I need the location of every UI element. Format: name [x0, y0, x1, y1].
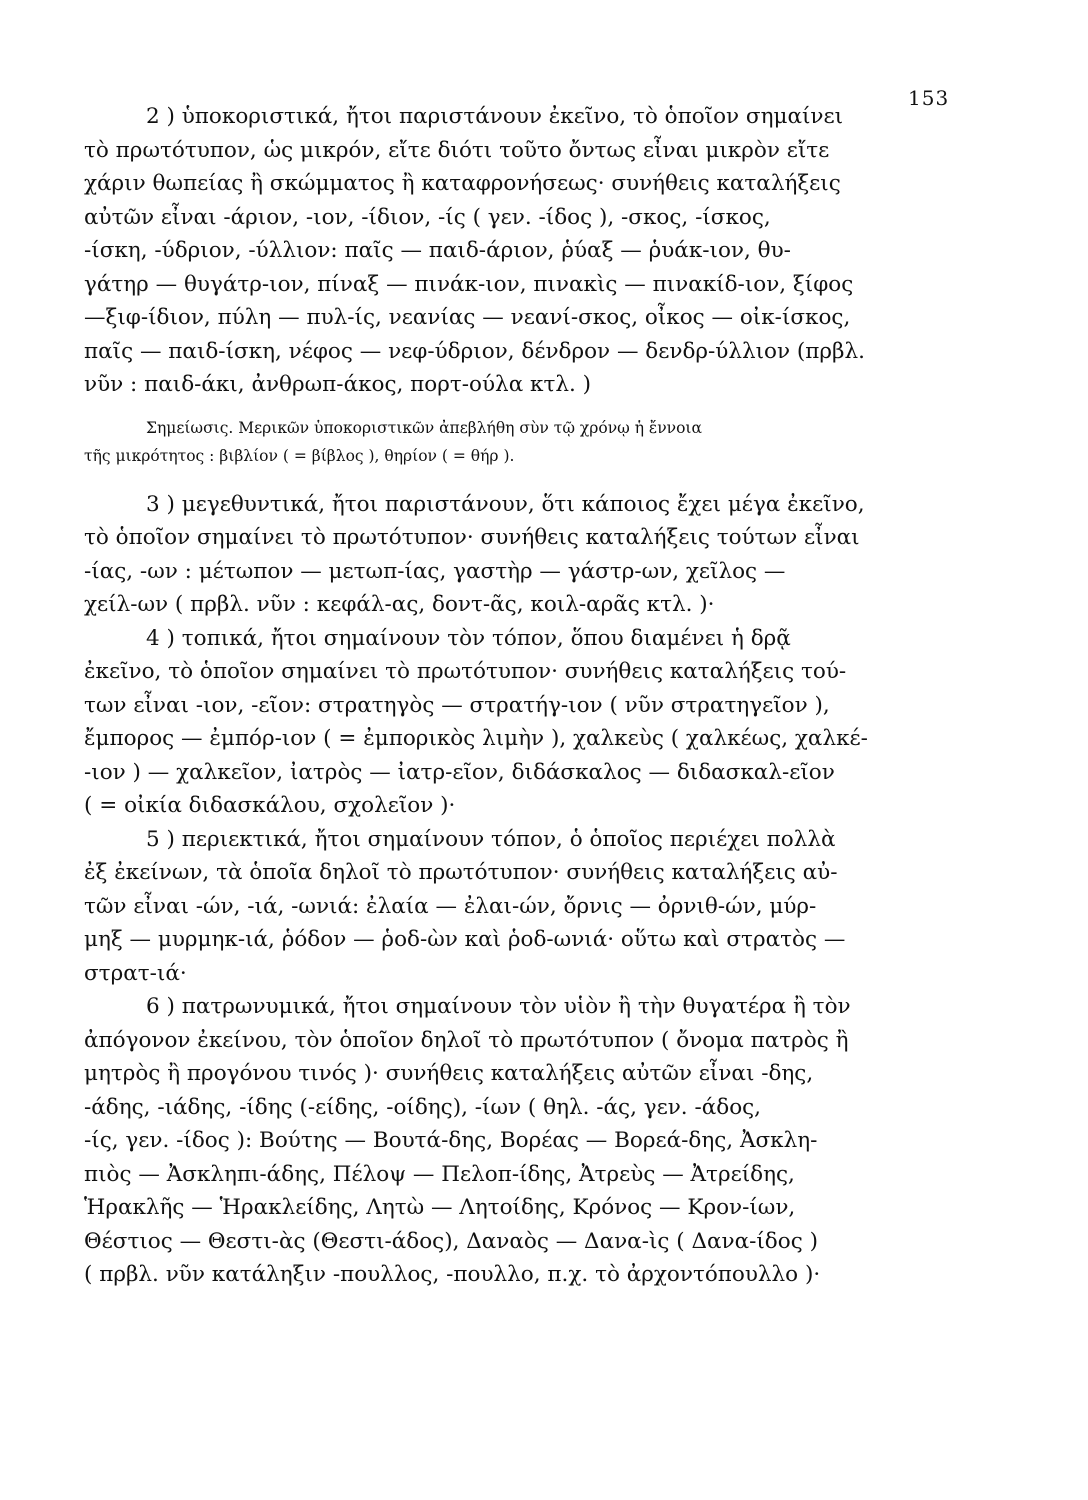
text-line: χάριν θωπείας ἢ σκώμματος ἢ καταφρονήσεως· συνήθεις καταλήξεις [84, 171, 841, 196]
text-line: 2 ) ὑποκοριστικά, ἤτοι παριστάνουν ἐκεῖνο, τὸ ὁποῖον σημαίνει [146, 104, 844, 129]
note-block [84, 414, 926, 470]
text-line: Ἡρακλῆς — Ἡρακλείδης, Λητὼ — Λητοίδης, Κρόνος — Κρον-ίων, [84, 1195, 796, 1220]
text-line: τῶν εἶναι -ών, -ιά, -ωνιά: ἐλαία — ἐλαι-ών, ὄρνις — ὀρνιθ-ών, μύρ- [84, 893, 817, 919]
text-line: χείλ-ων ( πρβλ. νῦν : κεφάλ-ας, δοντ-ᾶς, κοιλ-αρᾶς κτλ. )· [84, 592, 715, 617]
text-line: Θέστιος — Θεστι-ὰς (Θεστι-άδος), Δαναὸς — Δανα-ὶς ( Δανα-ίδος ) [84, 1228, 818, 1254]
text-line: τὸ ὁποῖον σημαίνει τὸ πρωτότυπον· συνήθεις καταλήξεις τούτων εἶναι [84, 525, 860, 550]
text-line: γάτηρ — θυγάτρ-ιον, πίναξ — πινάκ-ιον, πινακὶς — πινακίδ-ιον, ξίφος [84, 271, 854, 297]
paragraph-augmentatives [84, 488, 926, 622]
paragraph-patronymics [84, 990, 926, 1292]
text-line: ( = οἰκία διδασκάλου, σχολεῖον )· [84, 793, 456, 818]
text-line: -ίσκη, -ύδριον, -ύλλιον: παῖς — παιδ-άριον, ῥύαξ — ῥυάκ-ιον, θυ- [84, 238, 791, 263]
text-line: ἐκεῖνο, τὸ ὁποῖον σημαίνει τὸ πρωτότυπον· συνήθεις καταλήξεις τού- [84, 659, 847, 684]
text-line: παῖς — παιδ-ίσκη, νέφος — νεφ-ύδριον, δένδρον — δενδρ-ύλλιον (πρβλ. [84, 338, 865, 364]
page-body [84, 100, 926, 1292]
text-line: των εἶναι -ιον, -εῖον: στρατηγὸς — στρατήγ-ιον ( νῦν στρατηγεῖον ), [84, 692, 830, 718]
note-line: Σημείωσις. Μερικῶν ὑποκοριστικῶν ἀπεβλήθη σὺν τῷ χρόνῳ ἡ ἔννοια [146, 418, 702, 437]
text-line: ἔμπορος — ἐμπόρ-ιον ( = ἐμπορικὸς λιμὴν ), χαλκεὺς ( χαλκέως, χαλκέ- [84, 726, 868, 751]
text-line: στρατ-ιά· [84, 960, 187, 986]
note-line: τῆς μικρότητος : βιβλίον ( = βίβλος ), θηρίον ( = θήρ ). [84, 446, 515, 465]
text-line: -ιον ) — χαλκεῖον, ἰατρὸς — ἰατρ-εῖον, διδάσκαλος — διδασκαλ-εῖον [84, 759, 835, 785]
text-line: μητρὸς ἢ προγόνου τινός )· συνήθεις καταλήξεις αὐτῶν εἶναι -δης, [84, 1061, 814, 1086]
paragraph-collectives [84, 823, 926, 991]
page-number: 153 [908, 86, 950, 110]
text-line: -άδης, -ιάδης, -ίδης (-είδης, -οίδης), -ίων ( θηλ. -άς, γεν. -άδος, [84, 1094, 762, 1120]
text-line: μηξ — μυρμηκ-ιά, ῥόδον — ῥοδ-ὼν καὶ ῥοδ-ωνιά· οὕτω καὶ στρατὸς — [84, 927, 846, 952]
text-line: 5 ) περιεκτικά, ἤτοι σημαίνουν τόπον, ὁ ὁποῖος περιέχει πολλὰ [146, 826, 836, 852]
paragraph-locatives [84, 622, 926, 823]
text-line: 6 ) πατρωνυμικά, ἤτοι σημαίνουν τὸν υἱὸν ἢ τὴν θυγατέρα ἢ τὸν [146, 994, 851, 1019]
text-line: -ίς, γεν. -ίδος ): Βούτης — Βουτά-δης, Βορέας — Βορεά-δης, Ἀσκλη- [84, 1128, 818, 1153]
text-line: πιὸς — Ἀσκληπι-άδης, Πέλοψ — Πελοπ-ίδης, Ἀτρεὺς — Ἀτρείδης, [84, 1161, 795, 1187]
text-line: αὐτῶν εἶναι -άριον, -ιον, -ίδιον, -ίς ( γεν. -ίδος ), -σκος, -ίσκος, [84, 204, 771, 230]
text-line: —ξιφ-ίδιον, πύλη — πυλ-ίς, νεανίας — νεανί-σκος, οἶκος — οἰκ-ίσκος, [84, 305, 851, 330]
text-line: ἀπόγονον ἐκείνου, τὸν ὁποῖον δηλοῖ τὸ πρωτότυπον ( ὄνομα πατρὸς ἢ [84, 1027, 849, 1053]
text-line: τὸ πρωτότυπον, ὡς μικρόν, εἴτε διότι τοῦτο ὄντως εἶναι μικρὸν εἴτε [84, 137, 830, 163]
text-line: νῦν : παιδ-άκι, ἀνθρωπ-άκος, πορτ-ούλα κτλ. ) [84, 372, 592, 397]
text-line: ἐξ ἐκείνων, τὰ ὁποῖα δηλοῖ τὸ πρωτότυπον· συνήθεις καταλήξεις αὐ- [84, 860, 838, 885]
text-line: 3 ) μεγεθυντικά, ἤτοι παριστάνουν, ὅτι κάποιος ἔχει μέγα ἐκεῖνο, [146, 491, 865, 517]
text-line: -ίας, -ων : μέτωπον — μετωπ-ίας, γαστὴρ — γάστρ-ων, χεῖλος — [84, 558, 786, 584]
text-line: 4 ) τοπικά, ἤτοι σημαίνουν τὸν τόπον, ὅπου διαμένει ἡ δρᾷ [146, 625, 791, 651]
text-line: ( πρβλ. νῦν κατάληξιν -πουλλος, -πουλλο, π.χ. τὸ ἀρχοντόπουλλο )· [84, 1262, 821, 1287]
paragraph-diminutives [84, 100, 926, 402]
